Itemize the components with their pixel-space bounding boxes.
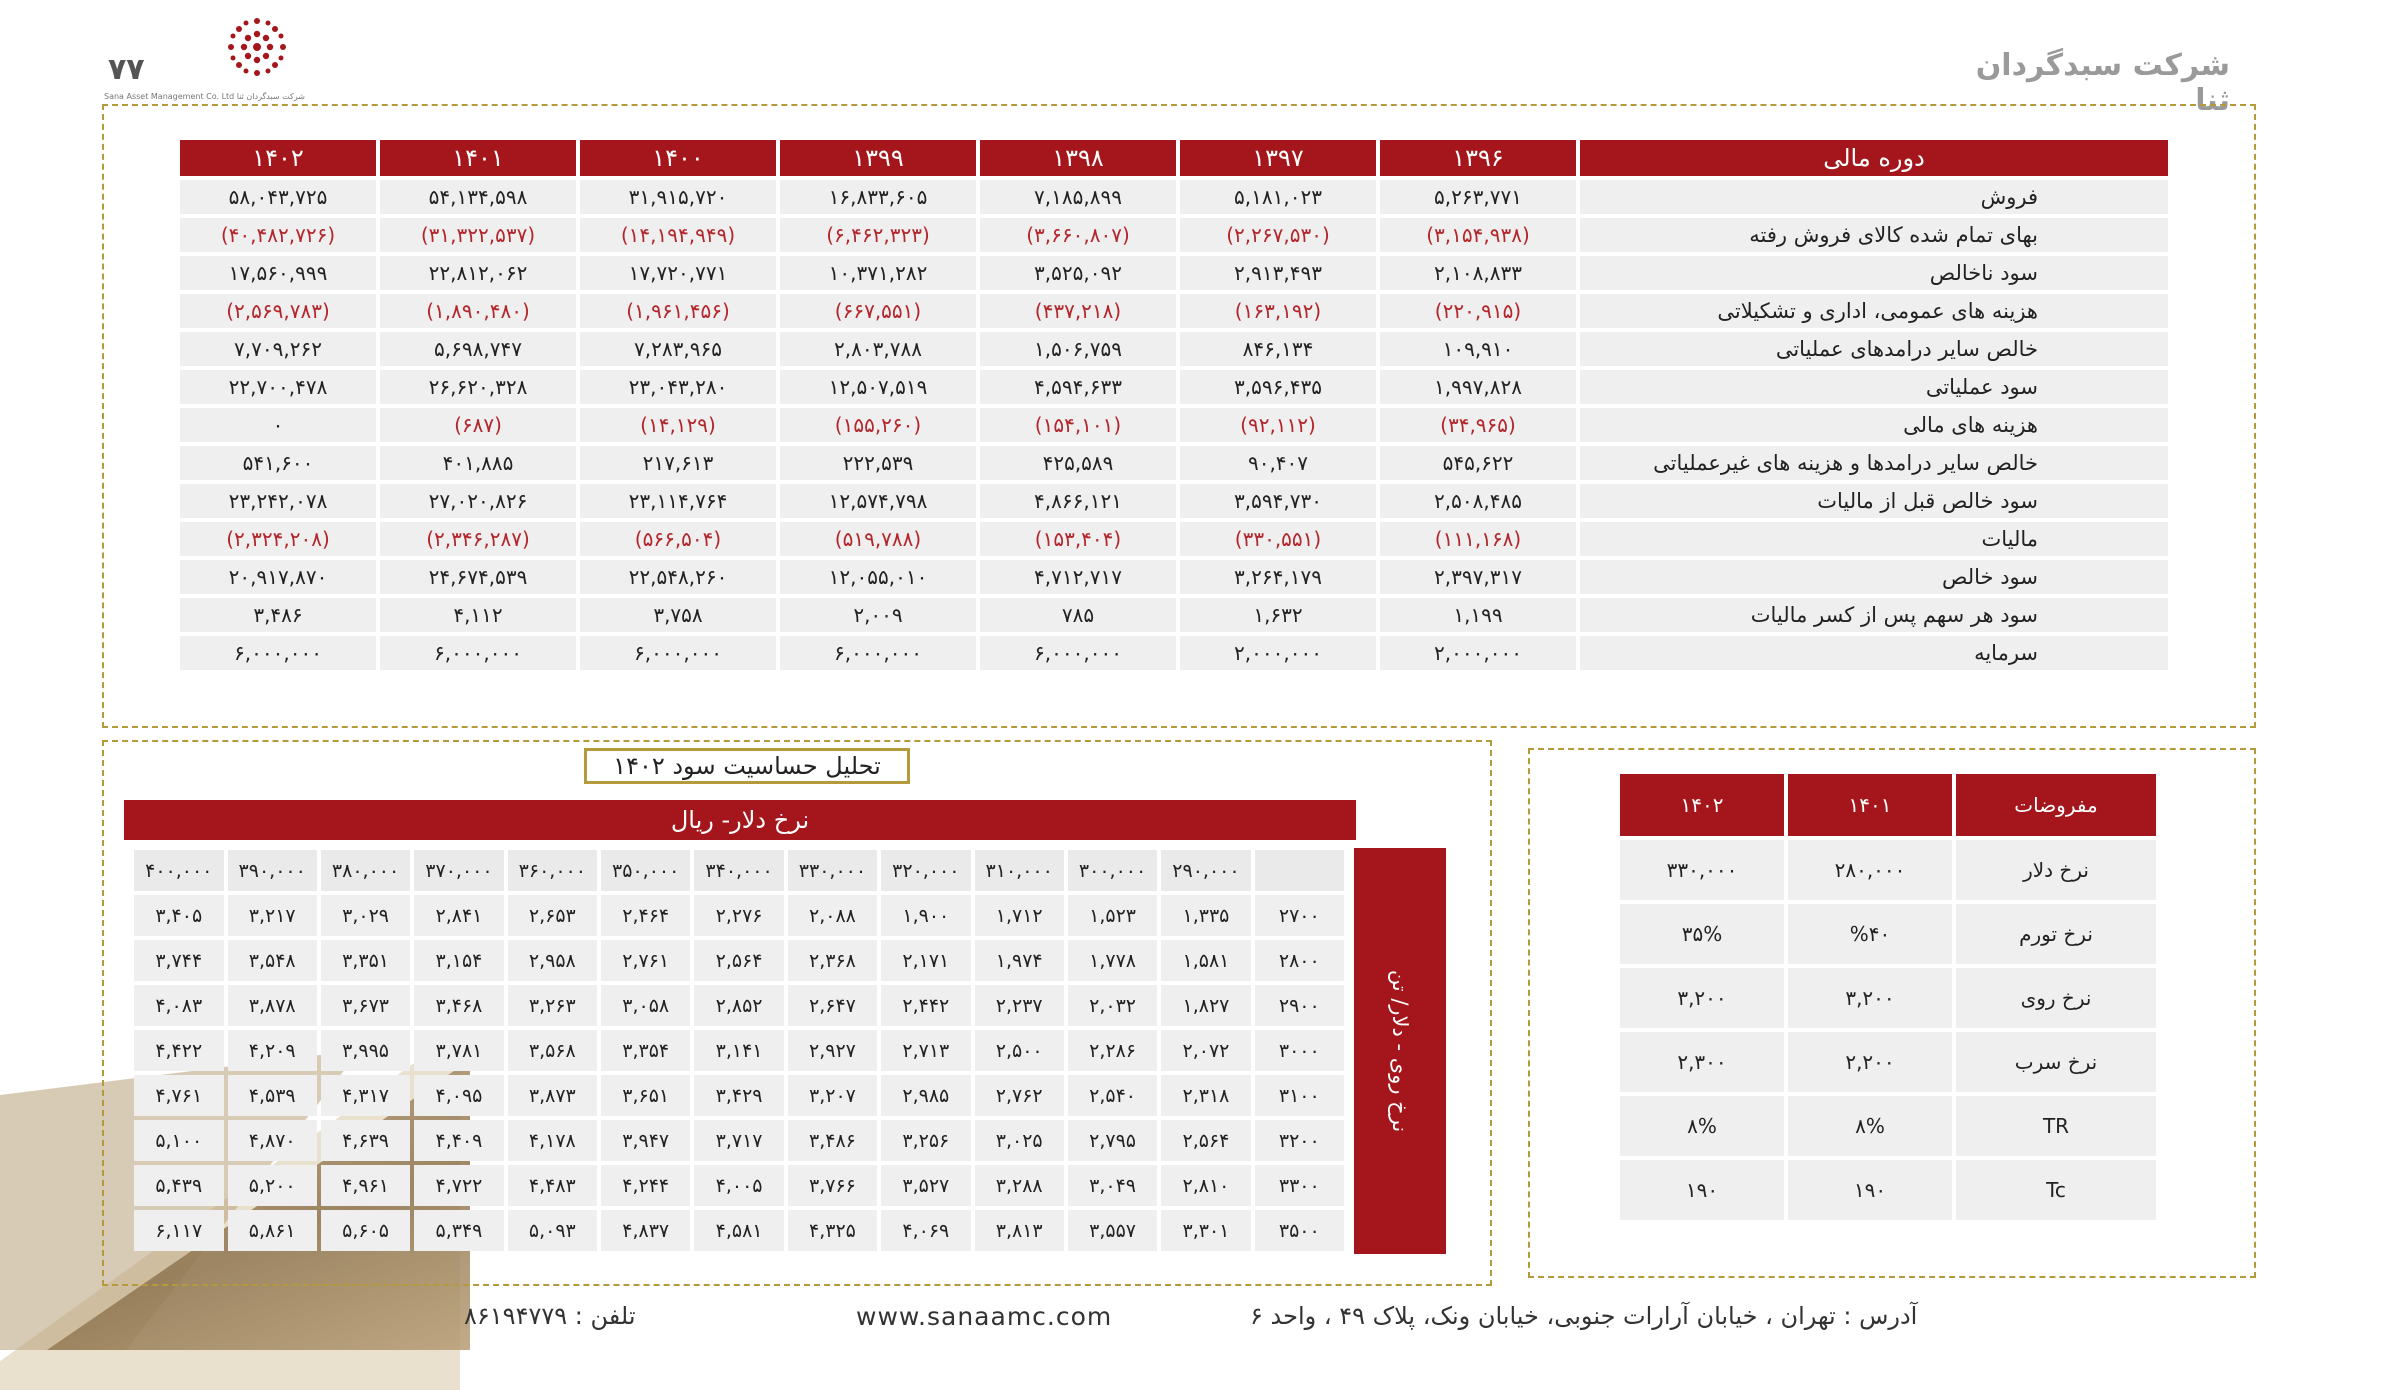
sensitivity-value-cell: ۲,۷۹۵ [1068,1120,1157,1161]
financial-value-cell: ۹۰,۴۰۷ [1180,446,1376,480]
financial-value-cell: (۲,۳۴۶,۲۸۷) [380,522,576,556]
assumption-label: Tc [1956,1160,2156,1220]
financial-row-label: فروش [1580,180,2168,214]
sensitivity-value-cell: ۲,۱۷۱ [881,940,970,981]
financial-value-cell: (۹۲,۱۱۲) [1180,408,1376,442]
sensitivity-value-cell: ۳,۶۷۳ [321,985,410,1026]
financial-row [180,180,2168,214]
zinc-rate-axis-bar [1354,848,1446,1254]
financial-value-cell: ۱,۶۳۲ [1180,598,1376,632]
financial-row [180,598,2168,632]
year-header: ۱۳۹۸ [980,140,1176,176]
financial-row-label: سود عملیاتی [1580,370,2168,404]
financial-value-cell: ۵۸,۰۴۳,۷۲۵ [180,180,376,214]
financial-value-cell: ۱۰,۳۷۱,۲۸۲ [780,256,976,290]
sensitivity-value-cell: ۲,۵۶۴ [1161,1120,1250,1161]
financial-value-cell: (۲,۲۶۷,۵۳۰) [1180,218,1376,252]
financial-value-cell: ۳,۵۹۶,۴۳۵ [1180,370,1376,404]
financial-value-cell: (۵۱۹,۷۸۸) [780,522,976,556]
dollar-rate-header: ۴۰۰,۰۰۰ [134,850,224,891]
sensitivity-value-cell: ۲,۵۰۰ [975,1030,1064,1071]
financial-value-cell: (۲۲۰,۹۱۵) [1380,294,1576,328]
zinc-rate-header: ۲۹۰۰ [1255,985,1344,1026]
dollar-rate-header: ۳۸۰,۰۰۰ [321,850,410,891]
sensitivity-value-cell: ۳,۱۵۴ [414,940,503,981]
financial-value-cell: ۳۱,۹۱۵,۷۲۰ [580,180,776,214]
financial-value-cell: ۱۲,۰۵۵,۰۱۰ [780,560,976,594]
financial-value-cell: ۲,۱۰۸,۸۳۳ [1380,256,1576,290]
sensitivity-value-cell: ۲,۵۶۴ [694,940,783,981]
dollar-rate-header: ۳۱۰,۰۰۰ [975,850,1064,891]
assumption-value: ۳۵% [1620,904,1784,964]
sensitivity-value-cell: ۳,۲۰۷ [788,1075,877,1116]
company-logo [104,12,304,100]
financial-value-cell: ۴,۱۱۲ [380,598,576,632]
sensitivity-value-cell: ۵,۰۹۳ [508,1210,597,1251]
sensitivity-value-cell: ۴,۰۹۵ [414,1075,503,1116]
dollar-rate-header: ۳۴۰,۰۰۰ [694,850,783,891]
sensitivity-value-cell: ۳,۲۸۸ [975,1165,1064,1206]
financial-value-cell: ۲۱۷,۶۱۳ [580,446,776,480]
year-header: ۱۳۹۷ [1180,140,1376,176]
financial-value-cell: ۵۴۵,۶۲۲ [1380,446,1576,480]
financial-value-cell: ۳,۷۵۸ [580,598,776,632]
financial-period-header: دوره مالی [1580,140,2168,176]
financial-value-cell: (۶۸۷) [380,408,576,442]
logo-flower-icon [222,12,292,82]
financial-value-cell: (۱۶۳,۱۹۲) [1180,294,1376,328]
financial-value-cell: (۴۳۷,۲۱۸) [980,294,1176,328]
sensitivity-value-cell: ۵,۴۳۹ [134,1165,224,1206]
assumption-value: ۳,۲۰۰ [1620,968,1784,1028]
sensitivity-value-cell: ۴,۴۲۲ [134,1030,224,1071]
financial-value-cell: ۷۸۵ [980,598,1176,632]
sensitivity-value-cell: ۱,۵۲۳ [1068,895,1157,936]
financial-value-cell: (۲,۳۲۴,۲۰۸) [180,522,376,556]
year-header: ۱۳۹۹ [780,140,976,176]
sensitivity-value-cell: ۴,۱۷۸ [508,1120,597,1161]
sensitivity-value-cell: ۵,۶۰۵ [321,1210,410,1251]
financial-row [180,522,2168,556]
dollar-rate-header: ۳۲۰,۰۰۰ [881,850,970,891]
sensitivity-value-cell: ۲,۲۳۷ [975,985,1064,1026]
assumption-value: ۲,۲۰۰ [1788,1032,1952,1092]
assumption-label: نرخ روی [1956,968,2156,1028]
financial-value-cell: ۲۶,۶۲۰,۳۲۸ [380,370,576,404]
sensitivity-value-cell: ۴,۲۴۴ [601,1165,690,1206]
assumptions-header-row [1620,774,2156,836]
financial-row [180,256,2168,290]
assumption-label: نرخ دلار [1956,840,2156,900]
financial-row-label: هزینه های عمومی، اداری و تشکیلاتی [1580,294,2168,328]
sensitivity-value-cell: ۱,۵۸۱ [1161,940,1250,981]
assumptions-header: مفروضات [1956,774,2156,836]
sensitivity-row [134,940,1344,981]
assumptions-table [1616,770,2160,1224]
financial-value-cell: (۱۴,۱۹۴,۹۴۹) [580,218,776,252]
financial-value-cell: ۲,۹۱۳,۴۹۳ [1180,256,1376,290]
sensitivity-value-cell: ۱,۸۲۷ [1161,985,1250,1026]
financial-value-cell: ۸۴۶,۱۳۴ [1180,332,1376,366]
dollar-rate-header: ۳۵۰,۰۰۰ [601,850,690,891]
financial-value-cell: (۱۱۱,۱۶۸) [1380,522,1576,556]
sensitivity-value-cell: ۲,۵۴۰ [1068,1075,1157,1116]
financial-value-cell: ۵۴,۱۳۴,۵۹۸ [380,180,576,214]
sensitivity-value-cell: ۶,۱۱۷ [134,1210,224,1251]
financial-value-cell: (۶,۴۶۲,۳۲۳) [780,218,976,252]
sensitivity-row [134,895,1344,936]
sensitivity-value-cell: ۳,۹۴۷ [601,1120,690,1161]
sensitivity-value-cell: ۳,۵۲۷ [881,1165,970,1206]
sensitivity-value-cell: ۳,۸۱۳ [975,1210,1064,1251]
sensitivity-value-cell: ۲,۲۸۶ [1068,1030,1157,1071]
financial-value-cell: ۴,۵۹۴,۶۳۳ [980,370,1176,404]
dollar-rate-header: ۳۶۰,۰۰۰ [508,850,597,891]
sensitivity-value-cell: ۴,۷۲۲ [414,1165,503,1206]
sensitivity-row [134,1030,1344,1071]
financial-row-label: سرمایه [1580,636,2168,670]
financial-value-cell: (۱۵۳,۴۰۴) [980,522,1176,556]
sensitivity-value-cell: ۳,۱۴۱ [694,1030,783,1071]
sensitivity-value-cell: ۳,۰۲۹ [321,895,410,936]
financial-value-cell: ۲۰,۹۱۷,۸۷۰ [180,560,376,594]
financial-row-label: بهای تمام شده کالای فروش رفته [1580,218,2168,252]
sensitivity-value-cell: ۴,۵۸۱ [694,1210,783,1251]
financial-row-label: سود ناخالص [1580,256,2168,290]
sensitivity-value-cell: ۳,۵۵۷ [1068,1210,1157,1251]
financial-value-cell: ۴۲۵,۵۸۹ [980,446,1176,480]
financial-value-cell: ۱۶,۸۳۳,۶۰۵ [780,180,976,214]
sensitivity-value-cell: ۲,۹۸۵ [881,1075,970,1116]
financial-value-cell: (۱۴,۱۲۹) [580,408,776,442]
financial-row [180,484,2168,518]
sensitivity-value-cell: ۳,۷۶۶ [788,1165,877,1206]
zinc-rate-header: ۲۷۰۰ [1255,895,1344,936]
financial-value-cell: (۶۶۷,۵۵۱) [780,294,976,328]
sensitivity-value-cell: ۳,۴۸۶ [788,1120,877,1161]
sensitivity-value-cell: ۱,۹۷۴ [975,940,1064,981]
sensitivity-row [134,1120,1344,1161]
assumption-value: ۲,۳۰۰ [1620,1032,1784,1092]
financial-row-label: سود هر سهم پس از کسر مالیات [1580,598,2168,632]
sensitivity-value-cell: ۵,۳۴۹ [414,1210,503,1251]
assumption-row [1620,968,2156,1028]
assumption-row [1620,1160,2156,1220]
sensitivity-value-cell: ۲,۸۵۲ [694,985,783,1026]
assumption-value: ۲۸۰,۰۰۰ [1788,840,1952,900]
financial-value-cell: (۳۳۰,۵۵۱) [1180,522,1376,556]
sensitivity-value-cell: ۴,۸۳۷ [601,1210,690,1251]
zinc-rate-header: ۲۸۰۰ [1255,940,1344,981]
sensitivity-header-row [134,850,1344,891]
sensitivity-value-cell: ۴,۲۰۹ [228,1030,317,1071]
zinc-rate-header: ۳۰۰۰ [1255,1030,1344,1071]
financial-row-label: مالیات [1580,522,2168,556]
assumption-year-header: ۱۴۰۱ [1788,774,1952,836]
year-header: ۱۴۰۰ [580,140,776,176]
financial-value-cell: ۲۴,۶۷۴,۵۳۹ [380,560,576,594]
sensitivity-value-cell: ۱,۹۰۰ [881,895,970,936]
financial-value-cell: (۳,۱۵۴,۹۳۸) [1380,218,1576,252]
assumption-label: TR [1956,1096,2156,1156]
footer-address: آدرس : تهران ، خیابان آرارات جنوبی، خیابان ونک، پلاک ۴۹ ، واحد ۶ [1250,1302,1918,1330]
financial-value-cell: ۱۷,۵۶۰,۹۹۹ [180,256,376,290]
logo-number: ۷۷ [108,52,145,87]
assumption-row [1620,1096,2156,1156]
financial-value-cell: (۳۴,۹۶۵) [1380,408,1576,442]
sensitivity-value-cell: ۳,۴۶۸ [414,985,503,1026]
financial-value-cell: ۲۳,۰۴۳,۲۸۰ [580,370,776,404]
sensitivity-value-cell: ۲,۷۶۲ [975,1075,1064,1116]
sensitivity-value-cell: ۲,۳۱۸ [1161,1075,1250,1116]
sensitivity-value-cell: ۱,۷۱۲ [975,895,1064,936]
financial-value-cell: (۴۰,۴۸۲,۷۲۶) [180,218,376,252]
assumption-value: ۳۳۰,۰۰۰ [1620,840,1784,900]
sensitivity-value-cell: ۳,۰۲۵ [975,1120,1064,1161]
financial-value-cell: ۲۲,۸۱۲,۰۶۲ [380,256,576,290]
financial-value-cell: ۱۷,۷۲۰,۷۷۱ [580,256,776,290]
dollar-rate-header: ۳۷۰,۰۰۰ [414,850,503,891]
logo-caption: Sana Asset Management Co. Ltd شرکت سبدگردان ثنا [104,92,305,101]
financial-value-cell: (۳۱,۳۲۲,۵۳۷) [380,218,576,252]
sensitivity-value-cell: ۳,۵۶۸ [508,1030,597,1071]
company-name: شرکت سبدگردان ثنا [1975,48,2230,118]
sensitivity-value-cell: ۳,۴۲۹ [694,1075,783,1116]
sensitivity-value-cell: ۴,۰۰۵ [694,1165,783,1206]
sensitivity-value-cell: ۴,۳۲۵ [788,1210,877,1251]
financial-value-cell: ۲۲,۵۴۸,۲۶۰ [580,560,776,594]
sensitivity-value-cell: ۳,۵۴۸ [228,940,317,981]
sensitivity-value-cell: ۴,۶۳۹ [321,1120,410,1161]
sensitivity-value-cell: ۲,۷۱۳ [881,1030,970,1071]
financial-table [176,136,2172,674]
assumption-row [1620,904,2156,964]
footer-website-link[interactable]: www.sanaamc.com [856,1302,1113,1331]
sensitivity-value-cell: ۱,۷۷۸ [1068,940,1157,981]
sensitivity-table [130,846,1348,1255]
sensitivity-value-cell: ۴,۰۶۹ [881,1210,970,1251]
financial-value-cell: ۳,۲۶۴,۱۷۹ [1180,560,1376,594]
financial-value-cell: ۳,۵۹۴,۷۳۰ [1180,484,1376,518]
assumption-label: نرخ سرب [1956,1032,2156,1092]
sensitivity-value-cell: ۴,۴۰۹ [414,1120,503,1161]
sensitivity-value-cell: ۳,۸۷۳ [508,1075,597,1116]
assumption-label: نرخ تورم [1956,904,2156,964]
financial-header-row [180,140,2168,176]
dollar-rate-axis-label: نرخ دلار- ریال [124,800,1356,840]
sensitivity-row [134,1210,1344,1251]
assumption-value: ۸% [1620,1096,1784,1156]
year-header: ۱۴۰۲ [180,140,376,176]
sensitivity-corner-cell [1255,850,1344,891]
financial-value-cell: ۷,۲۸۳,۹۶۵ [580,332,776,366]
financial-value-cell: (۱,۹۶۱,۴۵۶) [580,294,776,328]
sensitivity-value-cell: ۲,۸۱۰ [1161,1165,1250,1206]
financial-row-label: هزینه های مالی [1580,408,2168,442]
zinc-rate-header: ۳۵۰۰ [1255,1210,1344,1251]
sensitivity-value-cell: ۳,۹۹۵ [321,1030,410,1071]
sensitivity-value-cell: ۳,۲۶۳ [508,985,597,1026]
sensitivity-value-cell: ۳,۸۷۸ [228,985,317,1026]
assumption-row [1620,1032,2156,1092]
sensitivity-value-cell: ۳,۳۵۱ [321,940,410,981]
sensitivity-value-cell: ۲,۴۴۲ [881,985,970,1026]
financial-value-cell: ۷,۱۸۵,۸۹۹ [980,180,1176,214]
financial-value-cell: ۲۲,۷۰۰,۴۷۸ [180,370,376,404]
financial-row [180,560,2168,594]
sensitivity-row [134,1075,1344,1116]
sensitivity-value-cell: ۳,۷۸۱ [414,1030,503,1071]
sensitivity-value-cell: ۱,۳۳۵ [1161,895,1250,936]
sensitivity-value-cell: ۳,۲۵۶ [881,1120,970,1161]
sensitivity-value-cell: ۴,۷۶۱ [134,1075,224,1116]
financial-value-cell: ۳,۵۲۵,۰۹۲ [980,256,1176,290]
financial-value-cell: ۶,۰۰۰,۰۰۰ [780,636,976,670]
sensitivity-value-cell: ۵,۸۶۱ [228,1210,317,1251]
financial-value-cell: ۲,۰۰۹ [780,598,976,632]
sensitivity-value-cell: ۳,۰۴۹ [1068,1165,1157,1206]
sensitivity-title: تحلیل حساسیت سود ۱۴۰۲ [584,748,910,784]
sensitivity-value-cell: ۲,۶۵۳ [508,895,597,936]
financial-row-label: خالص سایر درامدهای عملیاتی [1580,332,2168,366]
dollar-rate-header: ۳۰۰,۰۰۰ [1068,850,1157,891]
financial-value-cell: ۲۳,۱۱۴,۷۶۴ [580,484,776,518]
financial-value-cell: ۰ [180,408,376,442]
financial-value-cell: ۳,۴۸۶ [180,598,376,632]
financial-value-cell: ۱۲,۵۷۴,۷۹۸ [780,484,976,518]
sensitivity-value-cell: ۲,۹۵۸ [508,940,597,981]
financial-row-label: سود خالص [1580,560,2168,594]
financial-value-cell: (۱۵۴,۱۰۱) [980,408,1176,442]
sensitivity-value-cell: ۳,۳۵۴ [601,1030,690,1071]
year-header: ۱۴۰۱ [380,140,576,176]
zinc-rate-header: ۳۳۰۰ [1255,1165,1344,1206]
sensitivity-value-cell: ۵,۱۰۰ [134,1120,224,1161]
sensitivity-value-cell: ۲,۲۷۶ [694,895,783,936]
financial-value-cell: ۱,۹۹۷,۸۲۸ [1380,370,1576,404]
financial-value-cell: ۶,۰۰۰,۰۰۰ [380,636,576,670]
financial-row-label: خالص سایر درامدها و هزینه های غیرعملیاتی [1580,446,2168,480]
sensitivity-value-cell: ۴,۹۶۱ [321,1165,410,1206]
financial-value-cell: ۲,۸۰۳,۷۸۸ [780,332,976,366]
zinc-rate-axis-label: نرخ روی - دلار/ تن [1388,969,1412,1133]
financial-value-cell: ۲۳,۲۴۲,۰۷۸ [180,484,376,518]
sensitivity-value-cell: ۲,۹۲۷ [788,1030,877,1071]
financial-value-cell: ۵,۱۸۱,۰۲۳ [1180,180,1376,214]
financial-value-cell: ۲,۳۹۷,۳۱۷ [1380,560,1576,594]
financial-value-cell: ۶,۰۰۰,۰۰۰ [580,636,776,670]
financial-row-label: سود خالص قبل از مالیات [1580,484,2168,518]
financial-value-cell: ۲,۵۰۸,۴۸۵ [1380,484,1576,518]
sensitivity-value-cell: ۵,۲۰۰ [228,1165,317,1206]
sensitivity-row [134,985,1344,1026]
financial-value-cell: ۲,۰۰۰,۰۰۰ [1180,636,1376,670]
assumption-value: ۸% [1788,1096,1952,1156]
financial-row [180,636,2168,670]
sensitivity-value-cell: ۴,۴۸۳ [508,1165,597,1206]
financial-row [180,332,2168,366]
financial-value-cell: ۴,۸۶۶,۱۲۱ [980,484,1176,518]
financial-value-cell: ۵,۲۶۳,۷۷۱ [1380,180,1576,214]
dollar-rate-header: ۲۹۰,۰۰۰ [1161,850,1250,891]
financial-row [180,294,2168,328]
financial-value-cell: ۱۲,۵۰۷,۵۱۹ [780,370,976,404]
financial-value-cell: ۲,۰۰۰,۰۰۰ [1380,636,1576,670]
financial-value-cell: (۲,۵۶۹,۷۸۳) [180,294,376,328]
sensitivity-value-cell: ۳,۳۰۱ [1161,1210,1250,1251]
financial-value-cell: (۵۶۶,۵۰۴) [580,522,776,556]
sensitivity-value-cell: ۲,۰۸۸ [788,895,877,936]
financial-value-cell: ۴,۷۱۲,۷۱۷ [980,560,1176,594]
zinc-rate-header: ۳۱۰۰ [1255,1075,1344,1116]
zinc-rate-header: ۳۲۰۰ [1255,1120,1344,1161]
financial-value-cell: (۱۵۵,۲۶۰) [780,408,976,442]
sensitivity-row [134,1165,1344,1206]
financial-value-cell: ۷,۷۰۹,۲۶۲ [180,332,376,366]
financial-value-cell: ۱۰۹,۹۱۰ [1380,332,1576,366]
sensitivity-value-cell: ۲,۸۴۱ [414,895,503,936]
financial-value-cell: ۵۴۱,۶۰۰ [180,446,376,480]
sensitivity-value-cell: ۲,۳۶۸ [788,940,877,981]
sensitivity-value-cell: ۲,۶۴۷ [788,985,877,1026]
assumption-year-header: ۱۴۰۲ [1620,774,1784,836]
financial-row [180,218,2168,252]
financial-value-cell: ۱,۵۰۶,۷۵۹ [980,332,1176,366]
financial-value-cell: ۶,۰۰۰,۰۰۰ [980,636,1176,670]
sensitivity-value-cell: ۲,۰۳۲ [1068,985,1157,1026]
financial-row [180,408,2168,442]
financial-value-cell: (۳,۶۶۰,۸۰۷) [980,218,1176,252]
sensitivity-value-cell: ۳,۷۴۴ [134,940,224,981]
financial-value-cell: (۱,۸۹۰,۴۸۰) [380,294,576,328]
sensitivity-value-cell: ۲,۷۶۱ [601,940,690,981]
dollar-rate-header: ۳۹۰,۰۰۰ [228,850,317,891]
assumption-value: ۳,۲۰۰ [1788,968,1952,1028]
assumption-value: %۴۰ [1788,904,1952,964]
financial-row [180,370,2168,404]
financial-value-cell: ۱,۱۹۹ [1380,598,1576,632]
financial-value-cell: ۵,۶۹۸,۷۴۷ [380,332,576,366]
year-header: ۱۳۹۶ [1380,140,1576,176]
assumption-value: ۱۹۰ [1620,1160,1784,1220]
sensitivity-value-cell: ۳,۷۱۷ [694,1120,783,1161]
sensitivity-value-cell: ۲,۰۷۲ [1161,1030,1250,1071]
sensitivity-value-cell: ۴,۰۸۳ [134,985,224,1026]
financial-row [180,446,2168,480]
sensitivity-value-cell: ۴,۸۷۰ [228,1120,317,1161]
sensitivity-value-cell: ۴,۳۱۷ [321,1075,410,1116]
footer-phone: تلفن : ۸۶۱۹۴۷۷۹ [464,1302,636,1330]
financial-value-cell: ۶,۰۰۰,۰۰۰ [180,636,376,670]
sensitivity-value-cell: ۴,۵۳۹ [228,1075,317,1116]
financial-value-cell: ۲۲۲,۵۳۹ [780,446,976,480]
assumption-value: ۱۹۰ [1788,1160,1952,1220]
sensitivity-value-cell: ۳,۲۱۷ [228,895,317,936]
sensitivity-value-cell: ۲,۴۶۴ [601,895,690,936]
financial-value-cell: ۴۰۱,۸۸۵ [380,446,576,480]
assumption-row [1620,840,2156,900]
sensitivity-value-cell: ۳,۴۰۵ [134,895,224,936]
dollar-rate-header: ۳۳۰,۰۰۰ [788,850,877,891]
financial-value-cell: ۲۷,۰۲۰,۸۲۶ [380,484,576,518]
sensitivity-value-cell: ۳,۶۵۱ [601,1075,690,1116]
sensitivity-value-cell: ۳,۰۵۸ [601,985,690,1026]
